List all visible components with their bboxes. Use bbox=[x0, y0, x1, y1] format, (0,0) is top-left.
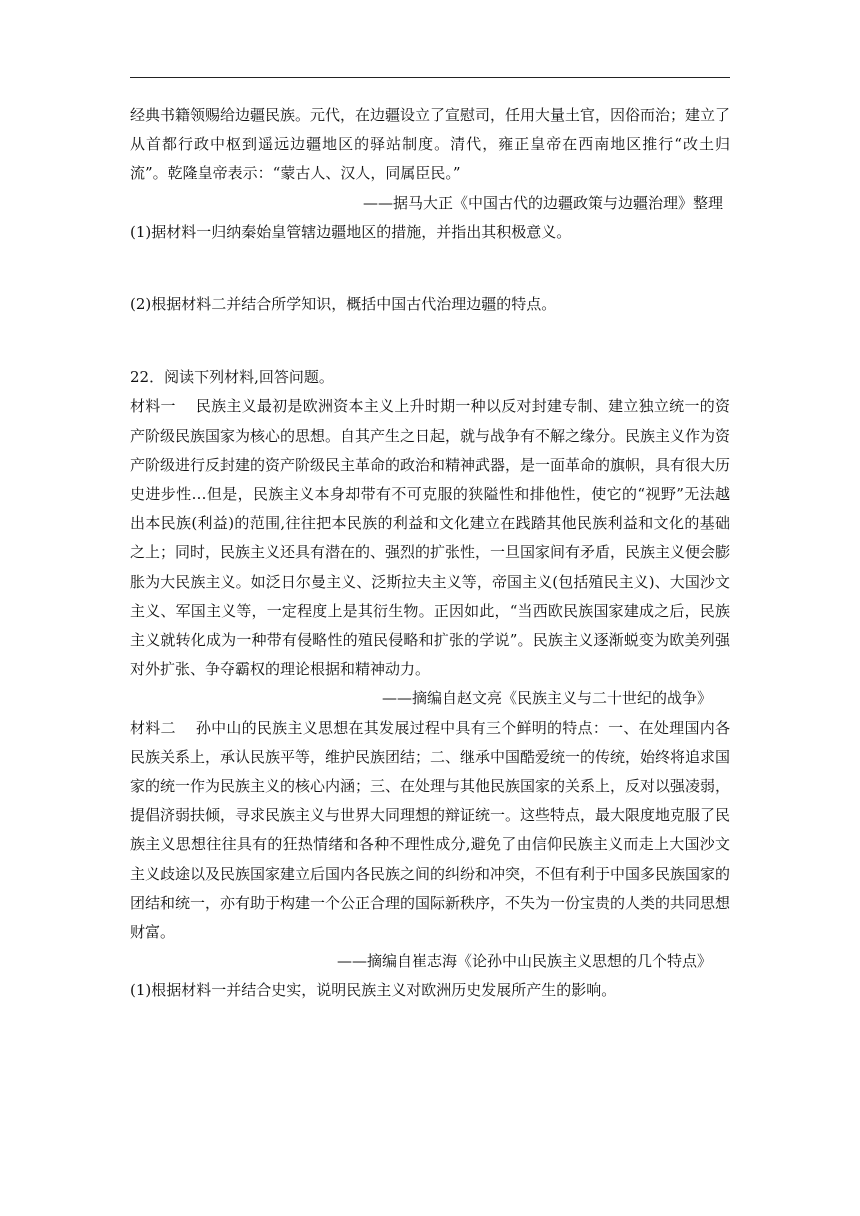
intro-continued-paragraph: 经典书籍领赐给边疆民族。元代，在边疆设立了宣慰司，任用大量土官，因俗而治；建立了从首都行政中枢到遥远边疆地区的驿站制度。清代，雍正皇帝在西南地区推行“改土归流”。乾隆皇帝表示：“蒙古人、汉人，同属臣民。” bbox=[130, 106, 731, 183]
question-21-1: (1)据材料一归纳秦始皇管辖边疆地区的措施，并指出其积极意义。 bbox=[130, 222, 572, 241]
material-1-text: 民族主义最初是欧洲资本主义上升时期一种以反对封建专制、建立独立统一的资产阶级民族国家为核心的思想。自其产生之日起，就与战争有不解之缘分。民族主义作为资产阶级进行反封建的资产阶级民主革命的政治和精神武器，是一面革命的旗帜，具有很大历史进步性…但是，民族主义本身却带有不可克服的狭隘性和排他性，使它的“视野”无法越出本民族(利益)的范围,往往把本民族的利益和文化建立在践踏其他民族利益和文化的基础之上；同时，民族主义还具有潜在的、强烈的扩张性，一旦国家间有矛盾，民族主义便会膨胀为大民族主义。如泛日尔曼主义、泛斯拉夫主义等，帝国主义(包括殖民主义)、大国沙文主义、军国主义等，一定程度上是其衍生物。正因如此，“当西欧民族国家建成之后，民族主义就转化成为一种带有侵略性的殖民侵略和扩张的学说”。民族主义逐渐蜕变为欧美列强对外扩张、争夺霸权的理论根据和精神动力。 bbox=[130, 397, 731, 679]
material-2-paragraph bbox=[130, 714, 730, 948]
material-1-paragraph bbox=[130, 392, 730, 684]
header-rule bbox=[130, 77, 730, 78]
material-2-text: 孙中山的民族主义思想在其发展过程中具有三个鲜明的特点：一、在处理国内各民族关系上，承认民族平等，维护民族团结；二、继承中国酷爱统一的传统，始终将追求国家的统一作为民族主义的核心内涵；三、在处理与其他民族国家的关系上，反对以强凌弱，提倡济弱扶倾，寻求民族主义与世界大同理想的辩证统一。这些特点，最大限度地克服了民族主义思想往往具有的狂热情绪和各种不理性成分,避免了由信仰民族主义而走上大国沙文主义歧途以及民族国家建立后国内各民族之间的纠纷和冲突，不但有利于中国多民族国家的团结和统一，亦有助于构建一个公正合理的国际新秩序，不失为一份宝贵的人类的共同思想财富。 bbox=[130, 718, 731, 942]
material-2-label: 材料二 bbox=[130, 718, 176, 737]
question-22-title: 22．阅读下列材料,回答问题。 bbox=[130, 368, 334, 387]
source-citation-2: ——摘编自赵文亮《民族主义与二十世纪的战争》 bbox=[381, 689, 712, 708]
source-citation-3: ——摘编自崔志海《论孙中山民族主义思想的几个特点》 bbox=[336, 952, 712, 971]
question-21-2: (2)根据材料二并结合所学知识，概括中国古代治理边疆的特点。 bbox=[130, 295, 557, 314]
source-citation-1: ——据马大正《中国古代的边疆政策与边疆治理》整理 bbox=[362, 193, 723, 212]
question-22-1: (1)根据材料一并结合史实，说明民族主义对欧洲历史发展所产生的影响。 bbox=[130, 981, 617, 1000]
material-1-label: 材料一 bbox=[130, 397, 176, 416]
document-body bbox=[130, 101, 730, 1006]
